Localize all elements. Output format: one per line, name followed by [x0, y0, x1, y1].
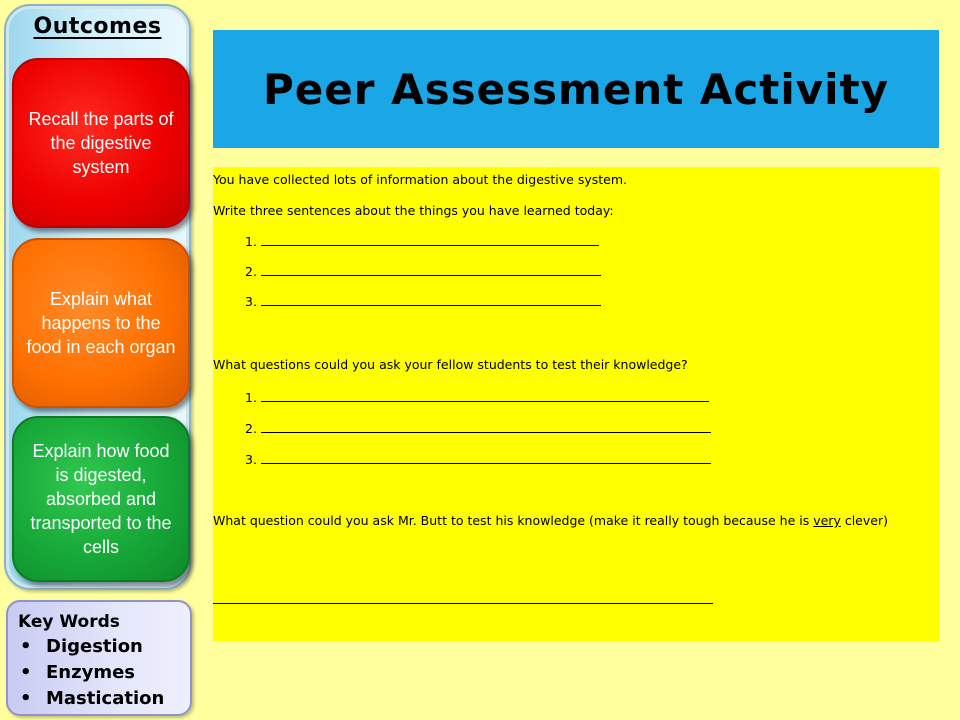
- answer-blank[interactable]: [261, 233, 599, 246]
- answer-blank[interactable]: [261, 263, 601, 276]
- outcome-label: Explain what happens to the food in each organ: [26, 289, 176, 357]
- key-words-panel: [6, 600, 192, 716]
- line-number: 3.: [245, 452, 257, 467]
- teacher-question-prompt: [213, 514, 931, 528]
- teacher-prompt-emphasis: very: [813, 513, 841, 528]
- line-number: 1.: [245, 234, 257, 249]
- key-word-item: • Digestion: [18, 634, 190, 660]
- sentences-prompt: Write three sentences about the things you have learned today:: [213, 203, 614, 218]
- outcomes-panel: [4, 4, 191, 590]
- question-line-2[interactable]: [245, 420, 711, 436]
- key-word-item: • Enzymes: [18, 660, 190, 686]
- key-words-list: [18, 634, 190, 712]
- line-number: 1.: [245, 390, 257, 405]
- question-line-1[interactable]: [245, 389, 709, 405]
- teacher-question-answer-line[interactable]: [213, 603, 713, 604]
- teacher-prompt-after: clever): [844, 513, 888, 528]
- intro-text: You have collected lots of information about the digestive system.: [213, 172, 628, 187]
- answer-blank[interactable]: [261, 293, 601, 306]
- title-banner: [213, 30, 939, 148]
- key-word-item: • Mastication: [18, 686, 190, 712]
- activity-content: [213, 167, 939, 641]
- line-number: 3.: [245, 294, 257, 309]
- outcome-label: Explain how food is digested, absorbed and transported to the cells: [30, 441, 172, 557]
- question-line-3[interactable]: [245, 451, 711, 467]
- answer-blank[interactable]: [261, 389, 709, 402]
- outcome-label: Recall the parts of the digestive system: [28, 109, 174, 177]
- sentence-line-1[interactable]: [245, 233, 599, 249]
- line-number: 2.: [245, 264, 257, 279]
- line-number: 2.: [245, 421, 257, 436]
- outcome-explain-organs: [12, 238, 190, 408]
- sentence-line-3[interactable]: [245, 293, 601, 309]
- answer-blank[interactable]: [261, 451, 711, 464]
- answer-blank[interactable]: [261, 420, 711, 433]
- outcome-explain-digestion: [12, 416, 190, 582]
- teacher-prompt-before: What question could you ask Mr. Butt to test his knowledge (make it really tough because he is: [213, 513, 810, 528]
- key-words-title: Key Words: [18, 612, 120, 632]
- outcome-recall-parts: [12, 58, 190, 228]
- sentence-line-2[interactable]: [245, 263, 601, 279]
- page-title: Peer Assessment Activity: [262, 64, 890, 114]
- questions-prompt: What questions could you ask your fellow students to test their knowledge?: [213, 357, 688, 372]
- outcomes-title: Outcomes: [33, 14, 162, 39]
